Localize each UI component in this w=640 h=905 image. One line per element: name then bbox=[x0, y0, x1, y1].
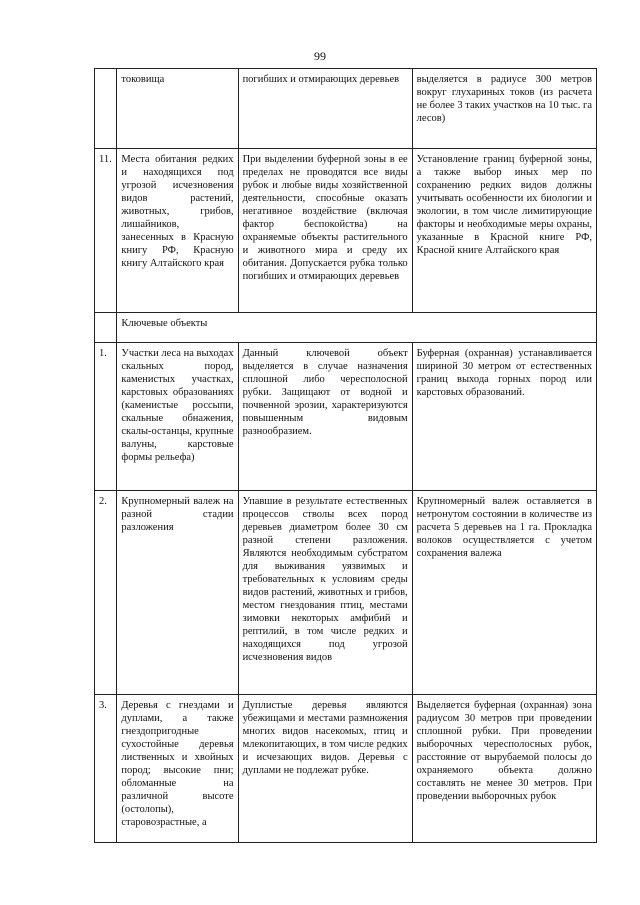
regime-cell: Упавшие в результате естественных процессов стволы всех пород деревьев диаметром более 30 см разной степени разложения. Являются необходимым субстратом для выживания уязвимых и требовательных к условиям среды видов растений, животных и грибов, местом гнездования птиц, местами зимовки некоторых амфибий и рептилий, в том числе редких и находящихся под угрозой исчезновения видов bbox=[238, 491, 412, 695]
measures-cell: Выделяется буферная (охранная) зона радиусом 30 метров при проведении сплошной рубки. При проведении выборочных чересполосных рубок, расстояние от вырубаемой полосы до охраняемого объекта должно составлять не менее 30 метров. При проведении выборочных рубок bbox=[412, 695, 596, 843]
measures-cell: Буферная (охранная) устанавливается шириной 30 метром от естественных границ выхода горных пород или карстовых образований. bbox=[412, 343, 596, 491]
row-number bbox=[95, 69, 117, 149]
object-cell: Деревья с гнездами и дуплами, а также гнездопригодные сухостойные деревья лиственных и хвойных пород; высокие пни; обломанные на различной высоте (остолопы), старовозрастные, а bbox=[117, 695, 238, 843]
regime-cell: При выделении буферной зоны в ее пределах не проводятся все виды рубок и любые виды хозяйственной деятельности, способные оказать негативное воздействие (включая фактор беспокойства) на охраняемые объекты растительного и животного мира и среду их обитания. Допускается рубка только погибших и отмирающих деревьев bbox=[238, 149, 412, 313]
table-row bbox=[95, 695, 597, 843]
table-row bbox=[95, 69, 597, 149]
object-cell: Места обитания редких и находящихся под угрозой исчезновения видов растений, животных, грибов, лишайников, занесенных в Красную книгу РФ, Красную книгу Алтайского края bbox=[117, 149, 238, 313]
row-number bbox=[95, 313, 117, 343]
object-cell: токовища bbox=[117, 69, 238, 149]
row-number: 11. bbox=[95, 149, 117, 313]
regime-cell: Данный ключевой объект выделяется в случае назначения сплошной либо чересполосной рубки. Защищают от водной и почвенной эрозии, характеризуются повышенным видовым разнообразием. bbox=[238, 343, 412, 491]
regime-cell: Дуплистые деревья являются убежищами и местами размножения многих видов насекомых, птиц и млекопитающих, в том числе редких и исчезающих видов. Деревья с дуплами не подлежат рубке. bbox=[238, 695, 412, 843]
table-row bbox=[95, 343, 597, 491]
page-number: 99 bbox=[314, 49, 326, 63]
table-row bbox=[95, 491, 597, 695]
section-row bbox=[95, 313, 597, 343]
row-number: 2. bbox=[95, 491, 117, 695]
object-cell: Крупномерный валеж на разной стадии разложения bbox=[117, 491, 238, 695]
measures-cell: Крупномерный валеж оставляется в нетронутом состоянии в количестве из расчета 5 деревьев на 1 га. Прокладка волоков осуществляется с учетом сохранения валежа bbox=[412, 491, 596, 695]
section-title: Ключевые объекты bbox=[117, 313, 597, 343]
table-row bbox=[95, 149, 597, 313]
row-number: 1. bbox=[95, 343, 117, 491]
row-number: 3. bbox=[95, 695, 117, 843]
protection-table bbox=[94, 68, 597, 843]
measures-cell: Установление границ буферной зоны, а также выбор иных мер по сохранению редких видов должны учитывать особенности их биологии и экологии, в том числе лимитирующие факторы и необходимые меры охраны, указанные в Красной книге РФ, Красной книге Алтайского края bbox=[412, 149, 596, 313]
object-cell: Участки леса на выходах скальных пород, каменистых участках, карстовых образованиях (каменистые россыпи, скальные обнажения, скалы-останцы, крупные валуны, карстовые формы рельефа) bbox=[117, 343, 238, 491]
measures-cell: выделяется в радиусе 300 метров вокруг глухариных токов (из расчета не более 3 таких участков на 10 тыс. га лесов) bbox=[412, 69, 596, 149]
regime-cell: погибших и отмирающих деревьев bbox=[238, 69, 412, 149]
